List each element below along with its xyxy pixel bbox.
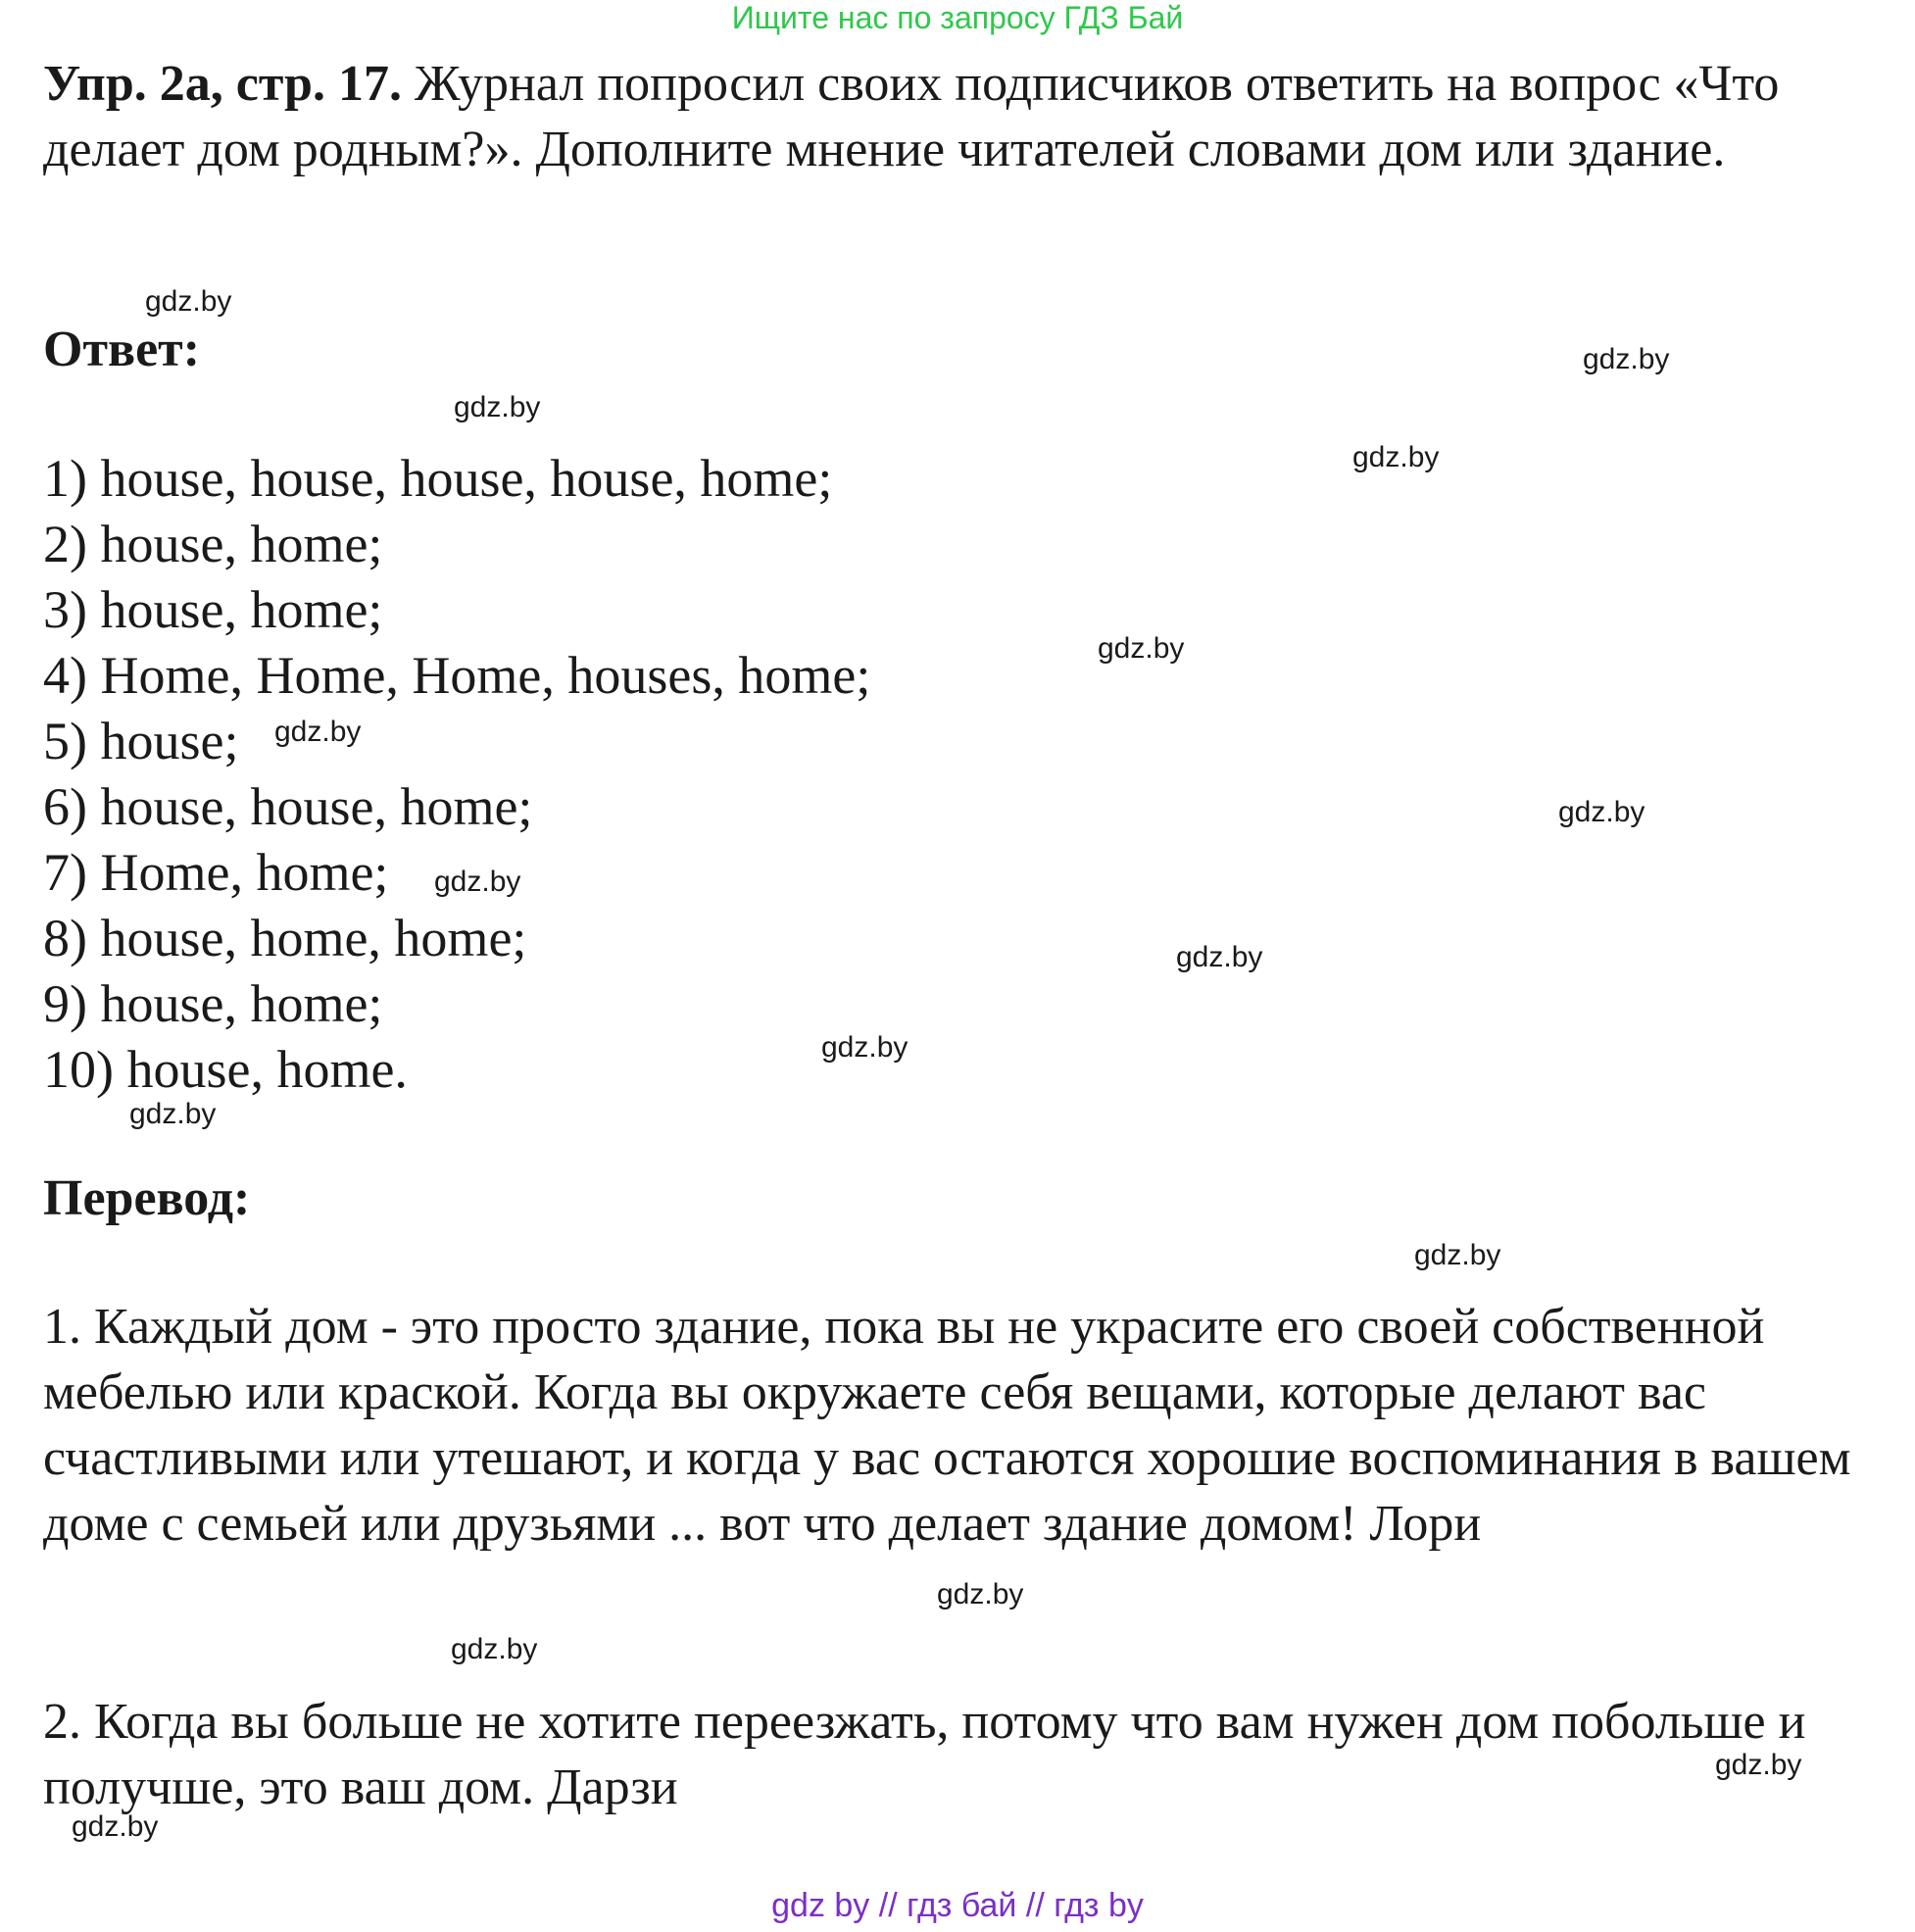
watermark: gdz.by <box>1715 1749 1802 1781</box>
watermark: gdz.by <box>1414 1239 1501 1271</box>
watermark: gdz.by <box>454 391 541 423</box>
task-text: Журнал попросил своих подписчиков ответить на вопрос «Что делает дом родным?». Дополните мнение читателей словами дом или здание. <box>43 56 1780 177</box>
watermark: gdz.by <box>1098 632 1185 665</box>
answer-item: 10) house, home. <box>43 1040 408 1099</box>
watermark: gdz.by <box>1558 796 1645 828</box>
watermark: gdz.by <box>451 1633 538 1665</box>
watermark: gdz.by <box>434 866 521 898</box>
task-statement <box>43 51 1886 182</box>
top-banner: Ищите нас по запросу ГДЗ Бай <box>731 0 1184 35</box>
answer-item: 8) house, home, home; <box>43 909 527 967</box>
answer-item: 7) Home, home; <box>43 843 389 902</box>
watermark: gdz.by <box>1176 941 1263 973</box>
watermark: gdz.by <box>1352 441 1440 473</box>
translation-paragraph-2: 2. Когда вы больше не хотите переезжать, потому что вам нужен дом побольше и получше, это ваш дом. Дарзи <box>43 1694 1806 1815</box>
watermark: gdz.by <box>937 1578 1024 1610</box>
translation-paragraph-1: 1. Каждый дом - это просто здание, пока вы не украсите его своей собственной мебелью или краской. Когда вы окружаете себя вещами, которые делают вас счастливыми или утешают, и когда у вас остаются хорошие воспоминания в вашем доме с семьей или друзьями ... вот что делает здание домом! Лори <box>43 1299 1851 1552</box>
answer-item: 1) house, house, house, house, home; <box>43 449 833 508</box>
answer-list <box>43 446 870 1103</box>
answer-item: 2) house, home; <box>43 515 383 573</box>
answer-heading: Ответ: <box>43 322 201 377</box>
translation-heading: Перевод: <box>43 1170 251 1226</box>
watermark: gdz.by <box>145 285 232 318</box>
watermark: gdz.by <box>129 1098 217 1130</box>
answer-item: 4) Home, Home, Home, houses, home; <box>43 646 871 705</box>
footer-links: gdz by // гдз бай // гдз by <box>771 1887 1144 1924</box>
watermark: gdz.by <box>72 1810 159 1843</box>
answer-item: 9) house, home; <box>43 974 383 1033</box>
answer-item: 3) house, home; <box>43 580 383 639</box>
watermark: gdz.by <box>821 1031 908 1064</box>
task-label: Упр. 2а, стр. 17. <box>43 56 402 112</box>
answer-item: 5) house; <box>43 712 239 770</box>
answer-item: 6) house, house, home; <box>43 777 533 836</box>
watermark: gdz.by <box>274 716 362 748</box>
watermark: gdz.by <box>1583 343 1670 375</box>
